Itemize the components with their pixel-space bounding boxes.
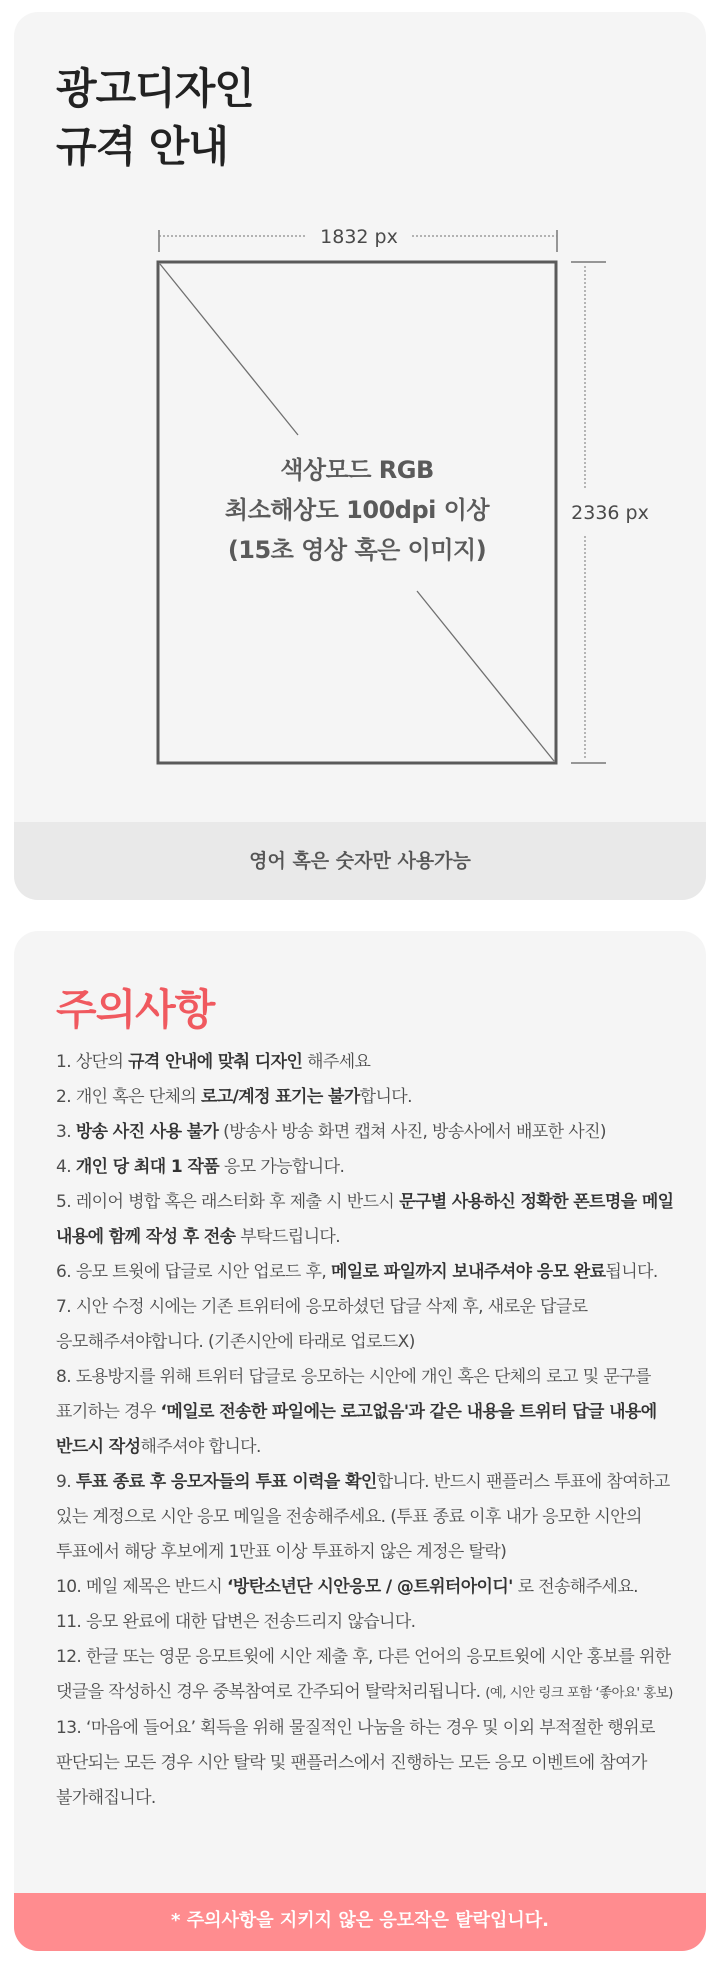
caution-text: 9. — [56, 1472, 76, 1492]
caution-emphasis: 규격 안내에 맞춰 디자인 — [128, 1052, 303, 1072]
media-type-text: (15초 영상 혹은 이미지) — [227, 536, 487, 564]
caution-text: 8. 도용방지를 위해 트위터 답글로 응모하는 시안에 개인 혹은 단체의 로고 및 문구를 표기하는 경우 — [56, 1367, 651, 1422]
caution-item — [56, 1045, 676, 1080]
height-dimension — [571, 262, 649, 763]
caution-item — [56, 1290, 676, 1360]
caution-text: 11. 응모 완료에 대한 답변은 전송드리지 않습니다. — [56, 1612, 416, 1632]
caution-text: 로 전송해주세요. — [512, 1577, 638, 1597]
width-label: 1832 px — [320, 226, 398, 248]
caution-text: 해주세요 — [302, 1052, 371, 1072]
spec-guide-card — [14, 12, 706, 900]
caution-emphasis: ‘방탄소년단 시안응모 / @트위터아이디' — [227, 1577, 513, 1597]
caution-text: 됩니다. — [605, 1262, 658, 1282]
spec-title-line1: 광고디자인 — [56, 64, 254, 113]
caution-text: 합니다. — [359, 1087, 412, 1107]
caution-title: 주의사항 — [56, 985, 215, 1034]
resolution-text: 최소해상도 100dpi 이상 — [224, 496, 490, 524]
caution-text: 2. 개인 혹은 단체의 — [56, 1087, 201, 1107]
caution-item — [56, 1570, 676, 1605]
caution-text: 1. 상단의 — [56, 1052, 129, 1072]
caution-item — [56, 1115, 676, 1150]
caution-text: 부탁드립니다. — [235, 1227, 341, 1247]
caution-item — [56, 1640, 676, 1711]
caution-emphasis: 개인 당 최대 1 작품 — [75, 1157, 220, 1177]
caution-text: 12. 한글 또는 영문 응모트윗에 시안 제출 후, 다른 언어의 응모트윗에 시안 홍보를 위한 댓글을 작성하신 경우 중복참여로 간주되어 탈락처리됩니다. — [56, 1647, 671, 1702]
language-note: 영어 혹은 숫자만 사용가능 — [14, 822, 706, 900]
caution-item — [56, 1150, 676, 1185]
caution-footer: * 주의사항을 지키지 않은 응모작은 탈락입니다. — [14, 1893, 706, 1951]
caution-item — [56, 1080, 676, 1115]
diagonal-lower — [417, 591, 554, 761]
caution-card — [14, 931, 706, 1951]
caution-item — [56, 1605, 676, 1640]
caution-emphasis: ‘메일로 전송한 파일에는 로고없음'과 같은 내용을 트위터 답글 내용에 반드시 작성 — [56, 1402, 657, 1457]
caution-text: (예, 시안 링크 포함 ‘좋아요' 홍보) — [485, 1685, 673, 1701]
color-mode-text: 색상모드 RGB — [280, 456, 434, 484]
caution-item — [56, 1255, 676, 1290]
caution-text: 10. 메일 제목은 반드시 — [56, 1577, 228, 1597]
caution-text: 합니다. 반드시 팬플러스 투표에 참여하고 있는 계정으로 시안 응모 메일을 전송해주세요. (투표 종료 이후 내가 응모한 시안의 투표에서 해당 후보에게 1만표 이상 투표하지 않은 계정은 탈락) — [56, 1472, 670, 1562]
caution-text: 응모 가능합니다. — [219, 1157, 345, 1177]
caution-text: 해주셔야 합니다. — [140, 1437, 261, 1457]
caution-emphasis: 방송 사진 사용 불가 — [75, 1122, 219, 1142]
caution-text: 3. — [56, 1122, 76, 1142]
spec-title-line2: 규격 안내 — [56, 122, 228, 171]
artboard-spec-text — [157, 450, 557, 570]
caution-text: 4. — [56, 1157, 76, 1177]
caution-item — [56, 1711, 676, 1816]
caution-emphasis: 메일로 파일까지 보내주셔야 응모 완료 — [330, 1262, 606, 1282]
caution-text: 13. ‘마음에 들어요’ 획득을 위해 물질적인 나눔을 하는 경우 및 이외 부적절한 행위로 판단되는 모든 경우 시안 탈락 및 팬플러스에서 진행하는 모든 응모 이벤트에 참여가 불가해집니다. — [56, 1718, 655, 1808]
height-label: 2336 px — [571, 502, 649, 524]
width-dimension — [159, 226, 557, 252]
caution-item — [56, 1360, 676, 1465]
dimension-diagram — [14, 12, 706, 832]
caution-item — [56, 1185, 676, 1255]
diagonal-upper — [160, 264, 298, 435]
caution-list — [56, 1045, 676, 1816]
caution-emphasis: 문구별 사용하신 정확한 폰트명을 메일 내용에 함께 작성 후 전송 — [56, 1192, 674, 1247]
caution-item — [56, 1465, 676, 1570]
caution-text: 5. 레이어 병합 혹은 래스터화 후 제출 시 반드시 — [56, 1192, 400, 1212]
caution-text: (방송사 방송 화면 캡쳐 사진, 방송사에서 배포한 사진) — [218, 1122, 606, 1142]
caution-text: 7. 시안 수정 시에는 기존 트위터에 응모하셨던 답글 삭제 후, 새로운 답글로 응모해주셔야합니다. (기존시안에 타래로 업로드X) — [56, 1297, 588, 1352]
caution-text: 6. 응모 트윗에 답글로 시안 업로드 후, — [56, 1262, 331, 1282]
caution-emphasis: 투표 종료 후 응모자들의 투표 이력을 확인 — [75, 1472, 377, 1492]
caution-emphasis: 로고/계정 표기는 불가 — [201, 1087, 360, 1107]
